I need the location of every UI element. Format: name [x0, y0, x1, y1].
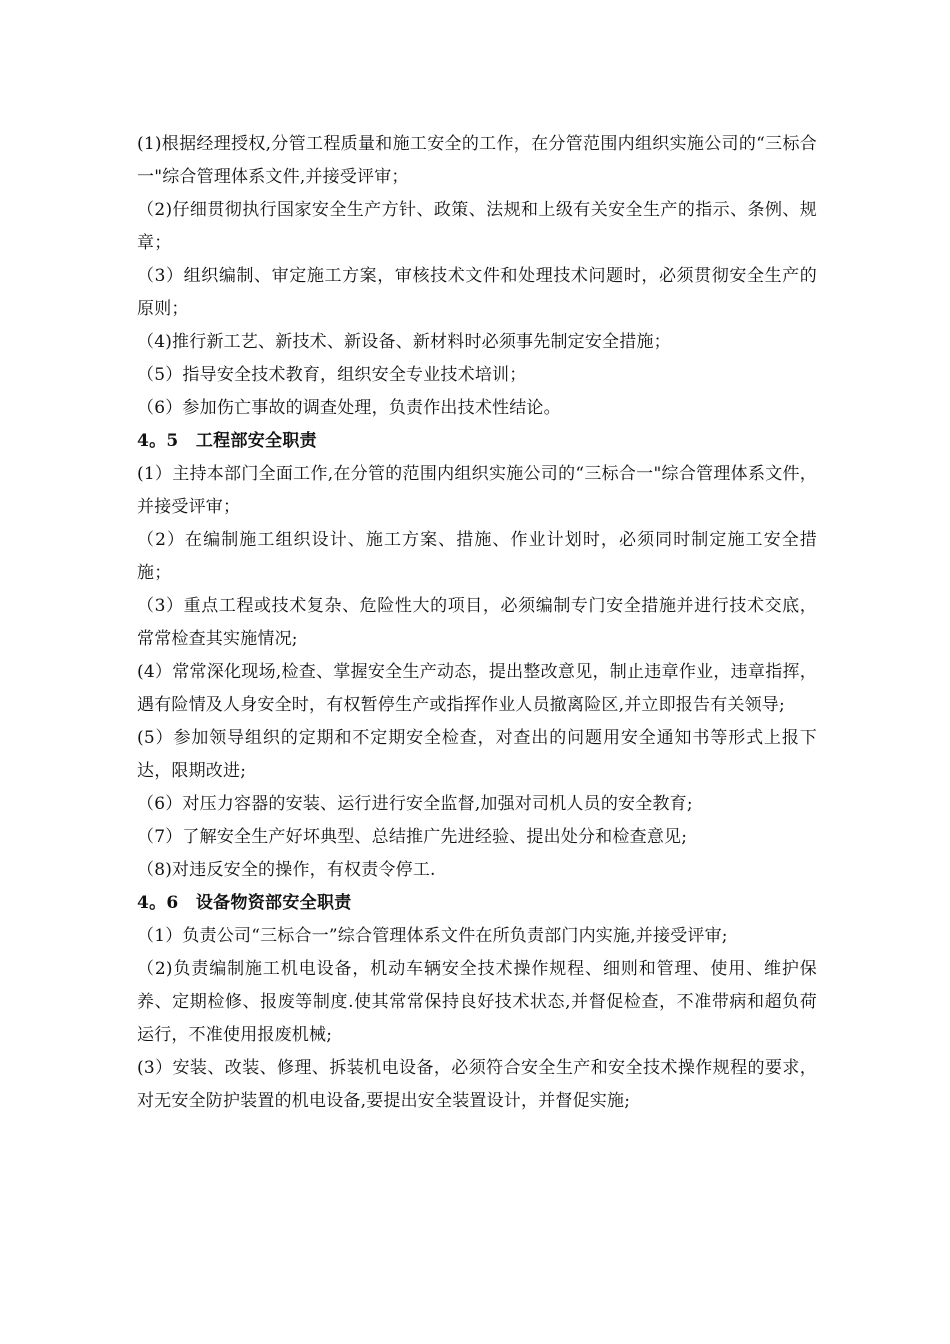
section-4-6-heading: 4。6 设备物资部安全职责	[137, 893, 352, 913]
section-4-6	[137, 887, 817, 1118]
paragraph-6: （6）参加伤亡事故的调查处理，负责作出技术性结论。	[137, 398, 561, 418]
section-4-5-paragraph-8: （8)对违反安全的操作，有权责令停工.	[137, 860, 436, 880]
paragraph-1: (1)根据经理授权,分管工程质量和施工安全的工作，在分管范围内组织实施公司的“三标合一"综合管理体系文件,并接受评审；	[137, 134, 817, 187]
paragraph-4: （4)推行新工艺、新技术、新设备、新材料时必须事先制定安全措施；	[137, 332, 671, 352]
section-4-5-paragraph-5: (5）参加领导组织的定期和不定期安全检查，对查出的问题用安全通知书等形式上报下达，限期改进;	[137, 728, 817, 781]
section-4-5-paragraph-2: （2）在编制施工组织设计、施工方案、措施、作业计划时，必须同时制定施工安全措施；	[137, 530, 817, 583]
section-4-5-paragraph-6: （6）对压力容器的安装、运行进行安全监督,加强对司机人员的安全教育;	[137, 794, 693, 814]
paragraph-5: （5）指导安全技术教育，组织安全专业技术培训；	[137, 365, 527, 385]
section-4-5-paragraph-1: (1）主持本部门全面工作,在分管的范围内组织实施公司的“三标合一"综合管理体系文件，并接受评审；	[137, 464, 817, 517]
section-4-5	[137, 425, 817, 887]
responsibilities-intro-block	[137, 128, 817, 425]
section-4-5-heading: 4。5 工程部安全职责	[137, 431, 317, 451]
section-4-5-paragraph-7: （7）了解安全生产好坏典型、总结推广先进经验、提出处分和检查意见;	[137, 827, 688, 847]
document-page	[137, 128, 817, 1118]
section-4-5-paragraph-3: （3）重点工程或技术复杂、危险性大的项目，必须编制专门安全措施并进行技术交底，常常检查其实施情况;	[137, 596, 817, 649]
paragraph-2: （2)仔细贯彻执行国家安全生产方针、政策、法规和上级有关安全生产的指示、条例、规章；	[137, 200, 817, 253]
paragraph-3: （3）组织编制、审定施工方案，审核技术文件和处理技术问题时，必须贯彻安全生产的原则；	[137, 266, 817, 319]
section-4-6-paragraph-2: （2)负责编制施工机电设备，机动车辆安全技术操作规程、细则和管理、使用、维护保养、定期检修、报废等制度.使其常常保持良好技术状态,并督促检查，不准带病和超负荷运行，不准使用报废机械;	[137, 959, 817, 1045]
section-4-6-paragraph-1: （1）负责公司“三标合一”综合管理体系文件在所负责部门内实施,并接受评审;	[137, 926, 728, 946]
section-4-5-paragraph-4: (4）常常深化现场,检查、掌握安全生产动态，提出整改意见，制止违章作业，违章指挥，遇有险情及人身安全时，有权暂停生产或指挥作业人员撤离险区,并立即报告有关领导;	[137, 662, 817, 715]
section-4-6-paragraph-3: (3）安装、改装、修理、拆装机电设备，必须符合安全生产和安全技术操作规程的要求，对无安全防护装置的机电设备,要提出安全装置设计，并督促实施;	[137, 1058, 817, 1111]
